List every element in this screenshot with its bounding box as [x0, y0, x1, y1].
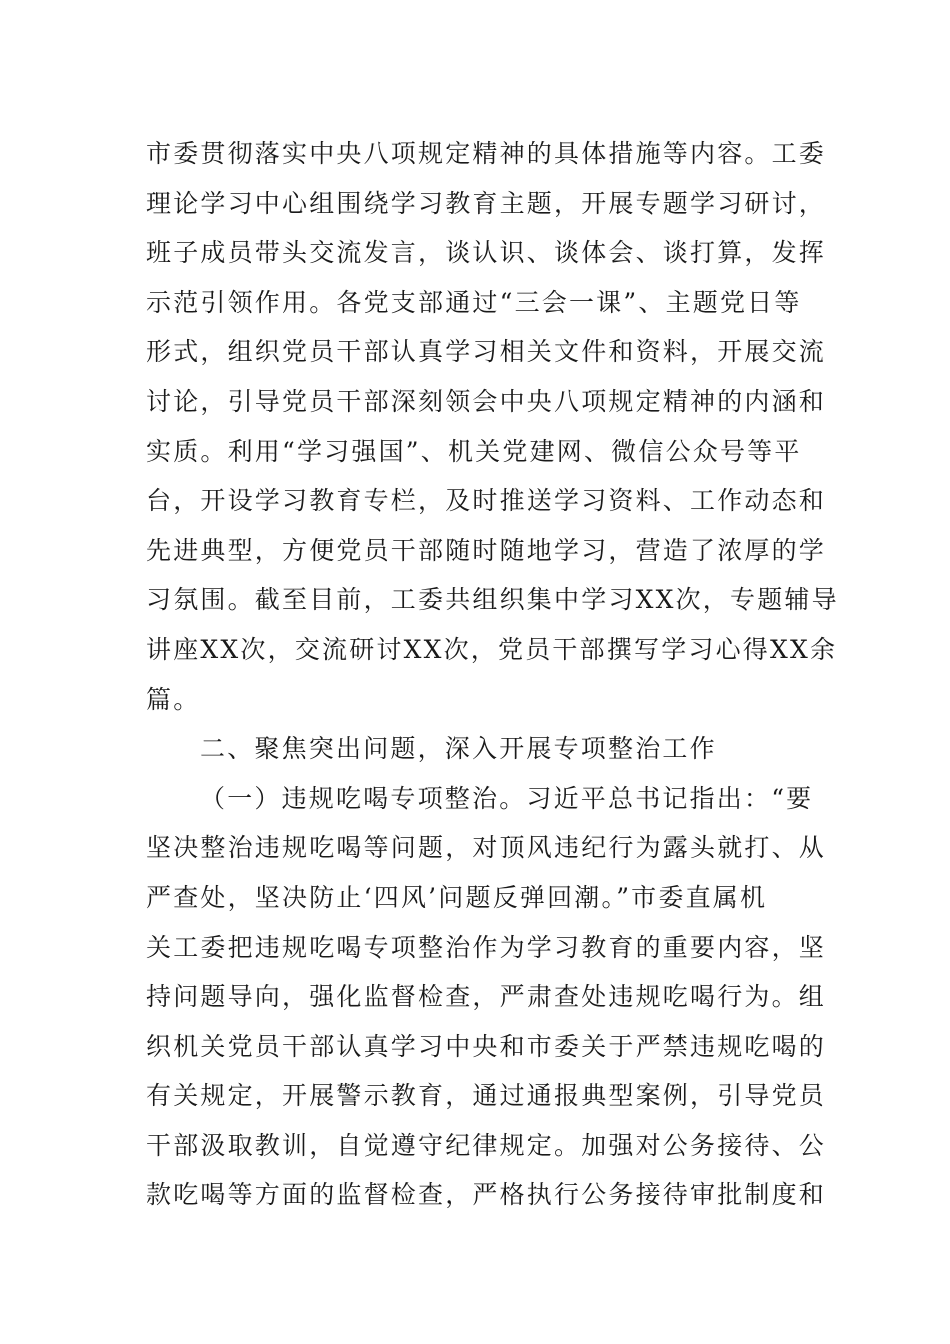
paragraph-line: 干部汲取教训，自觉遵守纪律规定。加强对公务接待、公 — [146, 1130, 827, 1160]
paragraph-line: 示范引领作用。各党支部通过“三会一课”、主题党日等 — [146, 287, 802, 317]
document-body — [146, 129, 839, 1220]
paragraph-line: 严查处，坚决防止‘四风’问题反弹回潮。”市委直属机 — [146, 882, 768, 912]
paragraph-line: 持问题导向，强化监督检查，严肃查处违规吃喝行为。组 — [146, 982, 827, 1012]
paragraph-line: 关工委把违规吃喝专项整治作为学习教育的重要内容，坚 — [146, 932, 827, 962]
paragraph-line: 有关规定，开展警示教育，通过通报典型案例，引导党员 — [146, 1081, 827, 1111]
paragraph-line: 坚决整治违规吃喝等问题，对顶风违纪行为露头就打、从 — [146, 833, 827, 863]
paragraph-line: 实质。利用“学习强国”、机关党建网、微信公众号等平 — [146, 436, 802, 466]
paragraph-line: 习氛围。截至目前，工委共组织集中学习XX次，专题辅导 — [146, 585, 839, 615]
paragraph-line: 形式，组织党员干部认真学习相关文件和资料，开展交流 — [146, 337, 827, 367]
paragraph-line: 讨论，引导党员干部深刻领会中央八项规定精神的内涵和 — [146, 386, 827, 416]
paragraph-line: 织机关党员干部认真学习中央和市委关于严禁违规吃喝的 — [146, 1031, 827, 1061]
paragraph-line: 理论学习中心组围绕学习教育主题，开展专题学习研讨， — [146, 188, 827, 218]
paragraph-line: 先进典型，方便党员干部随时随地学习，营造了浓厚的学 — [146, 535, 827, 565]
paragraph-line: 款吃喝等方面的监督检查，严格执行公务接待审批制度和 — [146, 1180, 827, 1210]
paragraph-line: 台，开设学习教育专栏，及时推送学习资料、工作动态和 — [146, 486, 827, 516]
subsection-heading-line: （一）违规吃喝专项整治。习近平总书记指出：“要 — [200, 783, 814, 813]
paragraph-line: 市委贯彻落实中央八项规定精神的具体措施等内容。工委 — [146, 139, 827, 168]
paragraph-line: 讲座XX次，交流研讨XX次，党员干部撰写学习心得XX余 — [146, 634, 838, 664]
section-heading: 二、聚焦突出问题，深入开展专项整治工作 — [200, 734, 717, 764]
paragraph-line: 篇。 — [146, 684, 201, 714]
paragraph-line: 班子成员带头交流发言，谈认识、谈体会、谈打算，发挥 — [146, 238, 827, 268]
